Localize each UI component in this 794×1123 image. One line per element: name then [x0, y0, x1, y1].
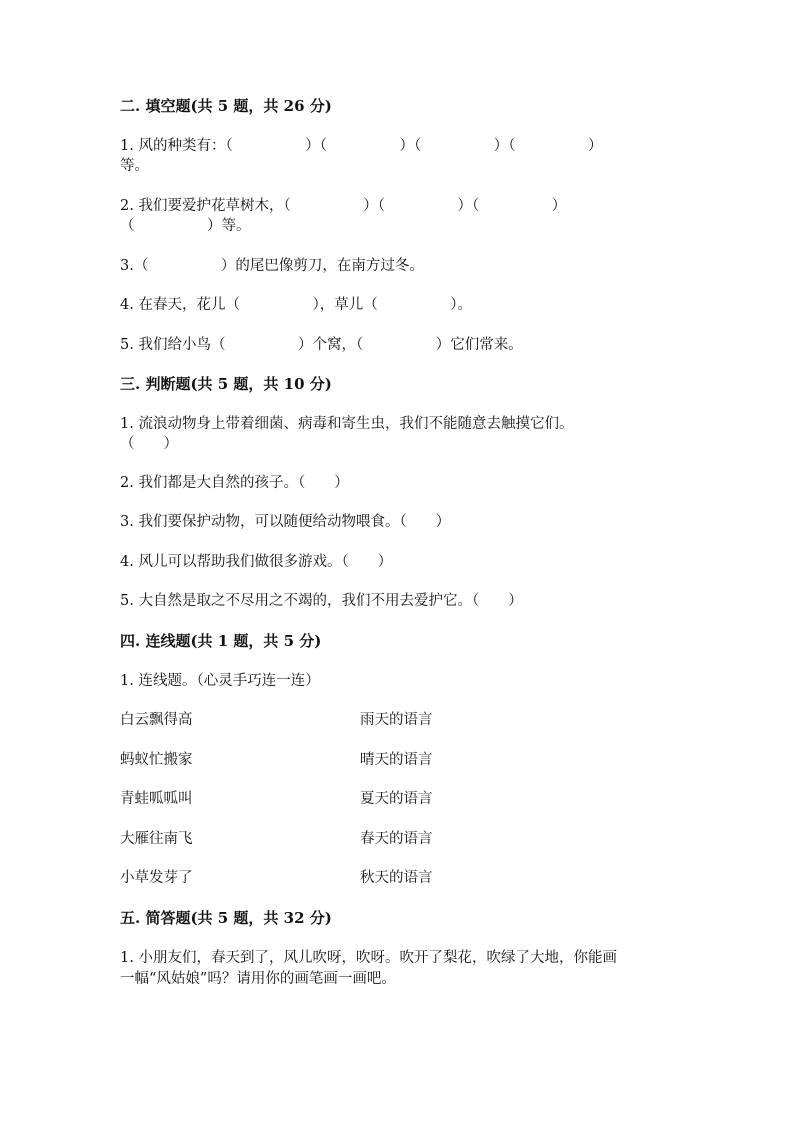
matching-left-item: 青蛙呱呱叫 — [120, 791, 193, 807]
fill-blank-q5: 5. 我们给小鸟（ ）个窝，（ ）它们常来。 — [120, 337, 523, 353]
fill-blank-q1-line2: 等。 — [120, 158, 149, 174]
section-title-fill-blank: 二. 填空题(共 5 题，共 26 分) — [120, 97, 332, 115]
matching-right-item: 夏天的语言 — [360, 791, 433, 807]
true-false-q4: 4. 风儿可以帮助我们做很多游戏。（ ） — [120, 554, 393, 570]
matching-left-item: 大雁往南飞 — [120, 831, 193, 847]
matching-right-item: 秋天的语言 — [360, 870, 433, 886]
fill-blank-q4: 4. 在春天，花儿（ ），草儿（ ）。 — [120, 297, 472, 313]
matching-left-item: 蚂蚁忙搬家 — [120, 752, 193, 768]
section-title-matching: 四. 连线题(共 1 题，共 5 分) — [120, 632, 322, 650]
matching-left-item: 白云飘得高 — [120, 712, 193, 728]
fill-blank-q1-line1: 1. 风的种类有：（ ）（ ）（ ）（ ） — [120, 138, 603, 154]
fill-blank-q2-line2: （ ）等。 — [120, 218, 251, 234]
matching-right-item: 春天的语言 — [360, 831, 433, 847]
true-false-q2: 2. 我们都是大自然的孩子。（ ） — [120, 475, 349, 491]
fill-blank-q3: 3.（ ）的尾巴像剪刀，在南方过冬。 — [120, 258, 424, 274]
true-false-q1-line2: （ ） — [120, 436, 178, 452]
fill-blank-q2-line1: 2. 我们要爱护花草树木，（ ）（ ）（ ） — [120, 198, 567, 214]
matching-right-item: 雨天的语言 — [360, 712, 433, 728]
true-false-q3: 3. 我们要保护动物，可以随便给动物喂食。（ ） — [120, 514, 451, 530]
matching-intro: 1. 连线题。（心灵手巧连一连） — [120, 673, 320, 689]
short-answer-q1-line2: 一幅“风姑娘”吗？请用你的画笔画一画吧。 — [120, 971, 396, 987]
section-title-short-answer: 五. 简答题(共 5 题，共 32 分) — [120, 909, 332, 927]
true-false-q1-line1: 1. 流浪动物身上带着细菌、病毒和寄生虫，我们不能随意去触摸它们。 — [120, 416, 574, 432]
matching-right-item: 晴天的语言 — [360, 752, 433, 768]
section-title-true-false: 三. 判断题(共 5 题，共 10 分) — [120, 375, 332, 393]
true-false-q5: 5. 大自然是取之不尽用之不竭的，我们不用去爱护它。（ ） — [120, 593, 523, 609]
matching-left-item: 小草发芽了 — [120, 870, 193, 886]
short-answer-q1-line1: 1. 小朋友们，春天到了，风儿吹呀，吹呀。吹开了梨花，吹绿了大地，你能画 — [120, 950, 617, 966]
